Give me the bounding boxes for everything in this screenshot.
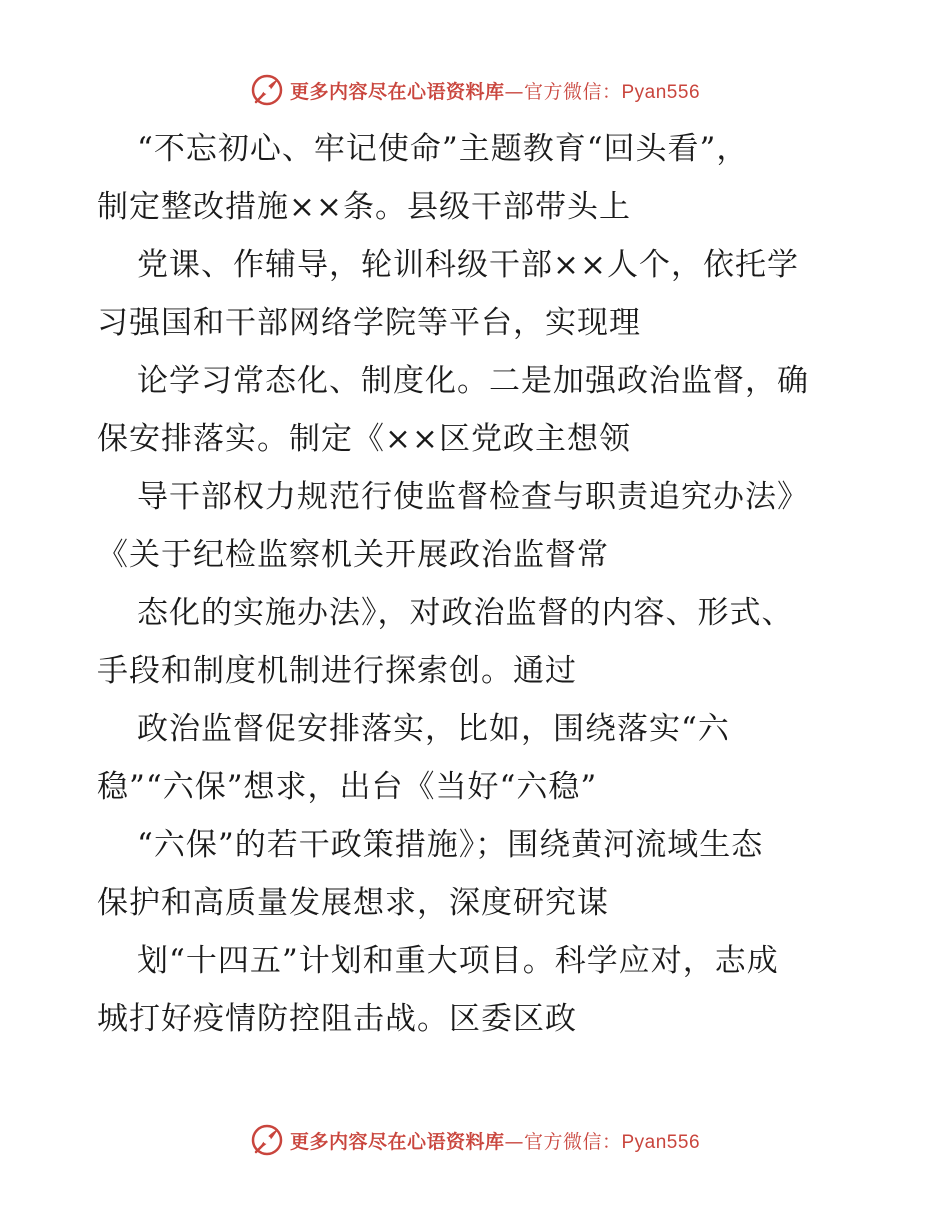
text-line-1: “不忘初心、牢记使命”主题教育“回头看”，: [137, 131, 749, 167]
text-line-7: 导干部权力规范行使监督检查与职责追究办法》: [137, 479, 809, 515]
header-wechat-id: Pyan556: [621, 81, 701, 103]
header-dash: —: [504, 80, 524, 103]
document-body: [97, 120, 857, 1048]
text-line-14: 保护和高质量发展想求，深度研究谋: [97, 885, 609, 921]
text-line-16: 城打好疫情防控阻击战。区委区政: [97, 1001, 577, 1037]
footer-wechat-label: 官方微信：: [523, 1130, 622, 1153]
quill-pen-logo-icon: [250, 1123, 284, 1157]
text-line-11: 政治监督促安排落实，比如，围绕落实“六: [137, 711, 730, 747]
footer-wechat-id: Pyan556: [621, 1131, 701, 1153]
header-banner-text: [290, 77, 700, 104]
footer-site-text: 更多内容尽在心语资料库: [289, 1130, 505, 1153]
text-line-5: 论学习常态化、制度化。二是加强政治监督，确: [137, 363, 809, 399]
footer-watermark-banner: [0, 1120, 950, 1160]
text-line-10: 手段和制度机制进行探索创。通过: [97, 653, 577, 689]
header-wechat-label: 官方微信：: [523, 80, 622, 103]
text-line-12: 稳”“六保”想求，出台《当好“六稳”: [97, 769, 598, 805]
footer-dash: —: [504, 1130, 524, 1153]
quill-pen-logo-icon: [250, 73, 284, 107]
text-line-2: 制定整改措施××条。县级干部带头上: [97, 189, 631, 225]
header-watermark-banner: [0, 70, 950, 110]
footer-banner-text: [290, 1127, 700, 1154]
text-line-15: 划“十四五”计划和重大项目。科学应对，志成: [137, 943, 779, 979]
text-line-8: 《关于纪检监察机关开展政治监督常: [97, 537, 609, 573]
text-line-3: 党课、作辅导，轮训科级干部××人个，依托学: [137, 247, 799, 283]
text-line-6: 保安排落实。制定《××区党政主想领: [97, 421, 631, 457]
text-line-9: 态化的实施办法》，对政治监督的内容、形式、: [137, 595, 794, 631]
header-site-text: 更多内容尽在心语资料库: [289, 80, 505, 103]
text-line-13: “六保”的若干政策措施》；围绕黄河流域生态: [137, 827, 764, 863]
text-line-4: 习强国和干部网络学院等平台，实现理: [97, 305, 641, 341]
